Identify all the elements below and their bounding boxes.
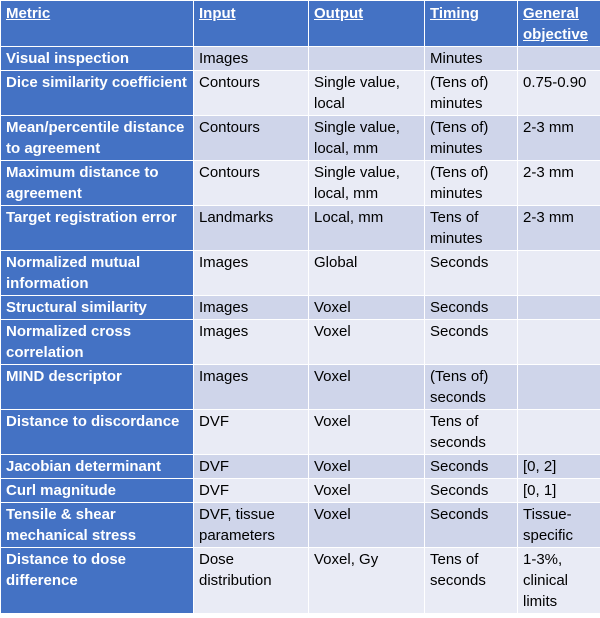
metric-cell: Visual inspection (1, 47, 194, 71)
objective-cell (518, 410, 600, 455)
output-cell: Voxel (309, 455, 425, 479)
objective-cell: [0, 2] (518, 455, 600, 479)
output-cell: Voxel (309, 410, 425, 455)
timing-cell: (Tens of) seconds (425, 365, 518, 410)
output-cell: Voxel (309, 479, 425, 503)
output-cell: Single value, local (309, 71, 425, 116)
output-cell: Local, mm (309, 206, 425, 251)
timing-cell: Seconds (425, 455, 518, 479)
metric-cell: Dice similarity coefficient (1, 71, 194, 116)
timing-cell: Seconds (425, 320, 518, 365)
output-cell (309, 47, 425, 71)
input-cell: Images (194, 365, 309, 410)
table-row (1, 296, 600, 320)
metric-cell: Target registration error (1, 206, 194, 251)
objective-cell (518, 47, 600, 71)
objective-cell: 2-3 mm (518, 116, 600, 161)
timing-cell: Seconds (425, 503, 518, 548)
table-row (1, 548, 600, 614)
objective-cell: Tissue-specific (518, 503, 600, 548)
table-row (1, 410, 600, 455)
timing-cell: (Tens of) minutes (425, 116, 518, 161)
output-cell: Voxel (309, 296, 425, 320)
objective-cell: 2-3 mm (518, 206, 600, 251)
header-row (1, 1, 600, 47)
timing-cell: Seconds (425, 251, 518, 296)
metric-cell: Normalized cross correlation (1, 320, 194, 365)
timing-cell: Tens of minutes (425, 206, 518, 251)
header-input: Input (194, 1, 309, 47)
metric-cell: Distance to dose difference (1, 548, 194, 614)
table-row (1, 47, 600, 71)
table-row (1, 251, 600, 296)
output-cell: Single value, local, mm (309, 161, 425, 206)
timing-cell: Seconds (425, 479, 518, 503)
table-row (1, 320, 600, 365)
input-cell: DVF (194, 479, 309, 503)
table-row (1, 365, 600, 410)
metric-cell: Tensile & shear mechanical stress (1, 503, 194, 548)
output-cell: Voxel (309, 365, 425, 410)
metric-cell: Jacobian determinant (1, 455, 194, 479)
header-output: Output (309, 1, 425, 47)
input-cell: Contours (194, 116, 309, 161)
timing-cell: Tens of seconds (425, 548, 518, 614)
input-cell: Images (194, 296, 309, 320)
output-cell: Voxel, Gy (309, 548, 425, 614)
output-cell: Voxel (309, 320, 425, 365)
objective-cell: 1-3%, clinical limits (518, 548, 600, 614)
table-row (1, 503, 600, 548)
header-timing: Timing (425, 1, 518, 47)
objective-cell: 2-3 mm (518, 161, 600, 206)
table-row (1, 455, 600, 479)
timing-cell: Tens of seconds (425, 410, 518, 455)
output-cell: Voxel (309, 503, 425, 548)
input-cell: Images (194, 251, 309, 296)
metric-cell: Mean/percentile distance to agreement (1, 116, 194, 161)
objective-cell (518, 296, 600, 320)
input-cell: Images (194, 320, 309, 365)
metric-cell: Structural similarity (1, 296, 194, 320)
header-metric: Metric (1, 1, 194, 47)
input-cell: DVF (194, 455, 309, 479)
objective-cell: [0, 1] (518, 479, 600, 503)
input-cell: Contours (194, 71, 309, 116)
input-cell: Dose distribution (194, 548, 309, 614)
input-cell: Contours (194, 161, 309, 206)
table-row (1, 206, 600, 251)
objective-cell (518, 365, 600, 410)
table-row (1, 161, 600, 206)
input-cell: DVF (194, 410, 309, 455)
metric-cell: Normalized mutual information (1, 251, 194, 296)
metric-cell: Distance to discordance (1, 410, 194, 455)
table-row (1, 116, 600, 161)
metric-cell: MIND descriptor (1, 365, 194, 410)
header-objective: General objective (518, 1, 600, 47)
timing-cell: Seconds (425, 296, 518, 320)
table-row (1, 71, 600, 116)
timing-cell: (Tens of) minutes (425, 71, 518, 116)
timing-cell: (Tens of) minutes (425, 161, 518, 206)
output-cell: Single value, local, mm (309, 116, 425, 161)
objective-cell (518, 251, 600, 296)
objective-cell (518, 320, 600, 365)
table-row (1, 479, 600, 503)
metric-cell: Maximum distance to agreement (1, 161, 194, 206)
output-cell: Global (309, 251, 425, 296)
objective-cell: 0.75-0.90 (518, 71, 600, 116)
input-cell: Landmarks (194, 206, 309, 251)
timing-cell: Minutes (425, 47, 518, 71)
input-cell: DVF, tissue parameters (194, 503, 309, 548)
input-cell: Images (194, 47, 309, 71)
metric-cell: Curl magnitude (1, 479, 194, 503)
